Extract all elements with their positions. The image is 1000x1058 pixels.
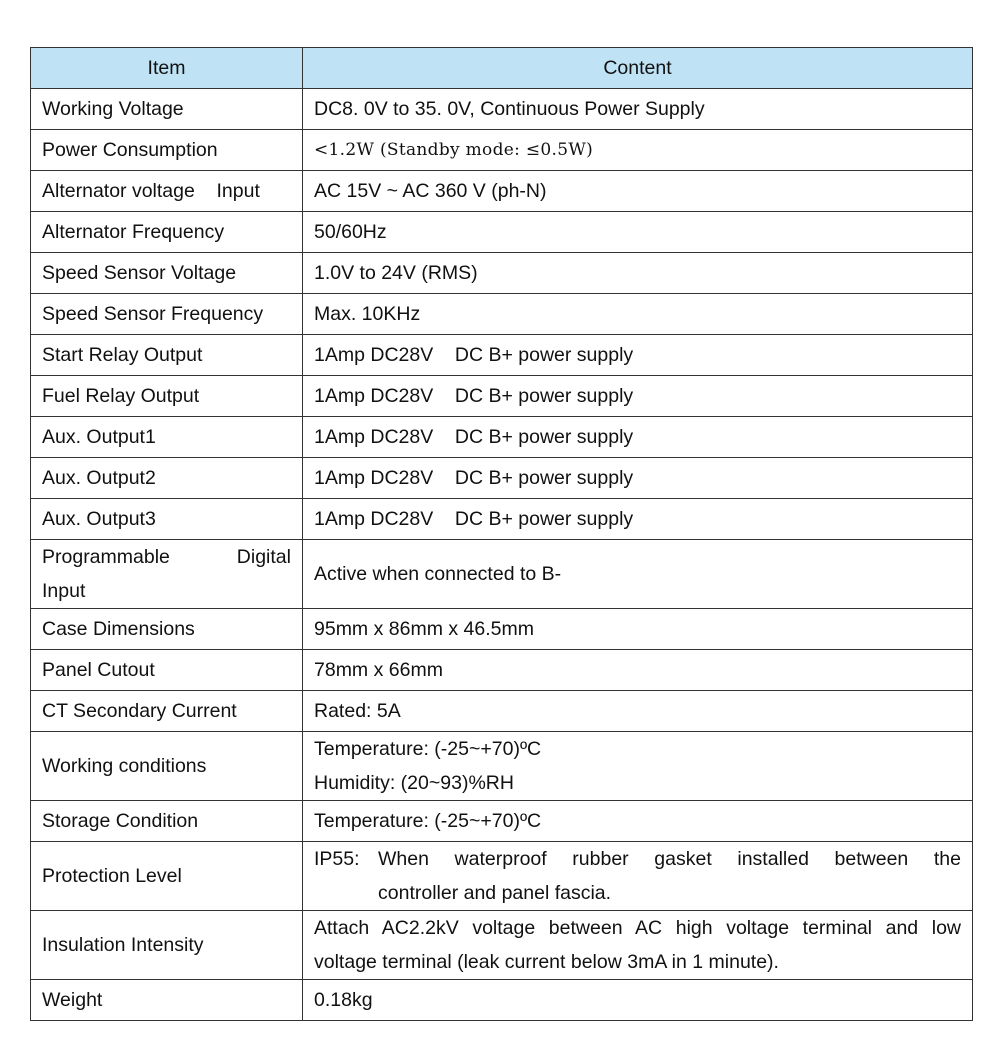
- row-item: Insulation Intensity: [31, 911, 303, 980]
- row-content: Temperature: (-25~+70)ºC: [303, 801, 973, 842]
- row-content: 1Amp DC28V DC B+ power supply: [303, 458, 973, 499]
- row-content-first-line: [314, 842, 961, 876]
- table-row: [31, 171, 973, 212]
- row-content: Max. 10KHz: [303, 294, 973, 335]
- row-item: Speed Sensor Voltage: [31, 253, 303, 294]
- row-content-line: Attach AC2.2kV voltage between AC high voltage terminal and low: [314, 917, 961, 939]
- row-content: DC8. 0V to 35. 0V, Continuous Power Supply: [303, 89, 973, 130]
- table-row: [31, 417, 973, 458]
- row-item: Case Dimensions: [31, 609, 303, 650]
- row-item: [31, 540, 303, 609]
- row-content-line: Humidity: (20~93)%RH: [314, 772, 514, 794]
- row-content: 1.0V to 24V (RMS): [303, 253, 973, 294]
- row-content-line: When waterproof rubber gasket installed between the: [378, 848, 961, 870]
- row-item: Storage Condition: [31, 801, 303, 842]
- table-row: [31, 294, 973, 335]
- row-content: <1.2W (Standby mode: ≤0.5W): [303, 130, 973, 171]
- row-item-line: Input: [42, 580, 86, 602]
- row-content: 1Amp DC28V DC B+ power supply: [303, 417, 973, 458]
- table-row: [31, 212, 973, 253]
- row-item: Aux. Output3: [31, 499, 303, 540]
- row-item: Protection Level: [31, 842, 303, 911]
- row-content: 1Amp DC28V DC B+ power supply: [303, 335, 973, 376]
- row-content: AC 15V ~ AC 360 V (ph-N): [303, 171, 973, 212]
- table-row: [31, 980, 973, 1021]
- row-content: 95mm x 86mm x 46.5mm: [303, 609, 973, 650]
- row-item: Fuel Relay Output: [31, 376, 303, 417]
- header-item: Item: [31, 48, 303, 89]
- row-item: Alternator voltage Input: [31, 171, 303, 212]
- table-row: [31, 650, 973, 691]
- row-content: 1Amp DC28V DC B+ power supply: [303, 499, 973, 540]
- table-row: [31, 732, 973, 801]
- table-row: [31, 609, 973, 650]
- specification-table: [30, 47, 973, 1021]
- table-header-row: [31, 48, 973, 89]
- table-row: [31, 911, 973, 980]
- table-row: [31, 691, 973, 732]
- row-item: Speed Sensor Frequency: [31, 294, 303, 335]
- row-item: Alternator Frequency: [31, 212, 303, 253]
- row-content-line: controller and panel fascia.: [378, 882, 612, 904]
- protection-code: IP55:: [314, 848, 360, 870]
- table-row: [31, 253, 973, 294]
- row-item: CT Secondary Current: [31, 691, 303, 732]
- row-item: Aux. Output1: [31, 417, 303, 458]
- table-row: [31, 130, 973, 171]
- table-row: [31, 458, 973, 499]
- row-item: Weight: [31, 980, 303, 1021]
- table-row: [31, 540, 973, 609]
- row-content: [303, 911, 973, 980]
- row-content: [303, 732, 973, 801]
- table-row: [31, 335, 973, 376]
- row-item: Aux. Output2: [31, 458, 303, 499]
- row-item: Power Consumption: [31, 130, 303, 171]
- table-row: [31, 499, 973, 540]
- row-item-line: Programmable Digital: [42, 546, 291, 568]
- row-item: Working conditions: [31, 732, 303, 801]
- row-content: 78mm x 66mm: [303, 650, 973, 691]
- row-content-line: voltage terminal (leak current below 3mA in 1 minute).: [314, 951, 779, 973]
- row-item: Working Voltage: [31, 89, 303, 130]
- row-content: 0.18kg: [303, 980, 973, 1021]
- row-content-line: Temperature: (-25~+70)ºC: [314, 738, 542, 760]
- row-item: Panel Cutout: [31, 650, 303, 691]
- row-content: 1Amp DC28V DC B+ power supply: [303, 376, 973, 417]
- table-row: [31, 801, 973, 842]
- table-row: [31, 89, 973, 130]
- row-item: Start Relay Output: [31, 335, 303, 376]
- row-content: [303, 842, 973, 911]
- row-content: 50/60Hz: [303, 212, 973, 253]
- row-content: Rated: 5A: [303, 691, 973, 732]
- row-content: Active when connected to B-: [303, 540, 973, 609]
- table-row: [31, 376, 973, 417]
- table-row: [31, 842, 973, 911]
- header-content: Content: [303, 48, 973, 89]
